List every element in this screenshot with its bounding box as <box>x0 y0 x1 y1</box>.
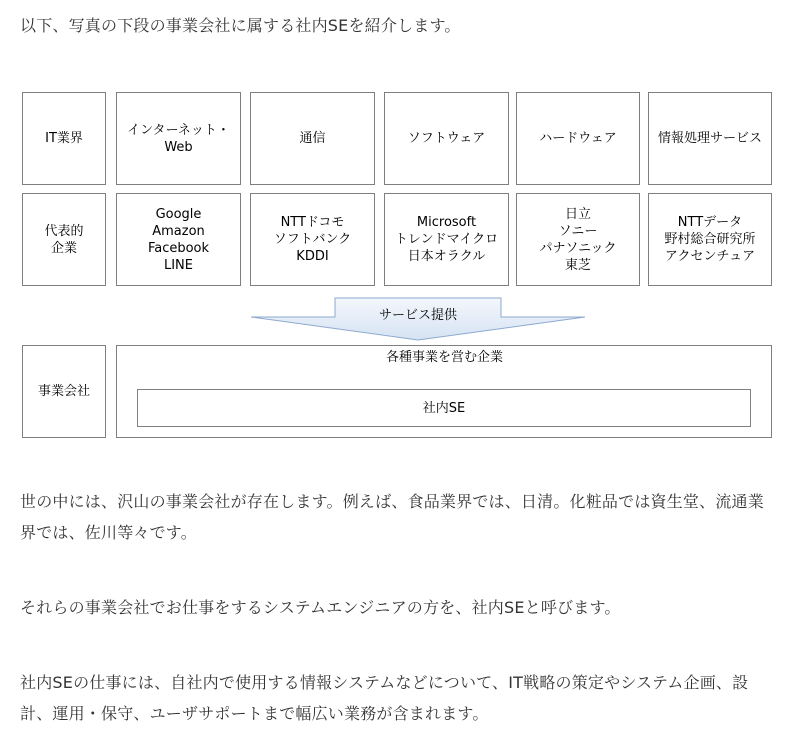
header-cell-telecom: 通信 <box>250 92 375 185</box>
company-cell-software: Microsoft トレンドマイクロ 日本オラクル <box>384 193 509 286</box>
company-cell-hardware: 日立 ソニー パナソニック 東芝 <box>516 193 640 286</box>
company-cell-telecom: NTTドコモ ソフトバンク KDDI <box>250 193 375 286</box>
header-cell-it-industry: IT業界 <box>22 92 106 185</box>
company-cell-it-services: NTTデータ 野村総合研究所 アクセンチュア <box>648 193 772 286</box>
business-company-label: 事業会社 <box>22 345 106 438</box>
company-row-label: 代表的 企業 <box>22 193 106 286</box>
company-cell-internet-web: Google Amazon Facebook LINE <box>116 193 241 286</box>
paragraph-in-house-se-work: 社内SEの仕事には、自社内で使用する情報システムなどについて、IT戦略の策定やシステム企画、設計、運用・保守、ユーザサポートまで幅広い業務が含まれます。 <box>20 673 749 723</box>
intro-paragraph: 以下、写真の下段の事業会社に属する社内SEを紹介します。 <box>20 16 461 35</box>
header-cell-software: ソフトウェア <box>384 92 509 185</box>
header-cell-it-services: 情報処理サービス <box>648 92 772 185</box>
business-company-title: 各種事業を営む企業 <box>385 350 503 365</box>
paragraph-in-house-se-definition: それらの事業会社でお仕事をするシステムエンジニアの方を、社内SEと呼びます。 <box>20 598 621 617</box>
header-cell-hardware: ハードウェア <box>516 92 640 185</box>
header-cell-internet-web: インターネット・Web <box>116 92 241 185</box>
paragraph-business-companies: 世の中には、沢山の事業会社が存在します。例えば、食品業界では、日清。化粧品では資生堂、流通業界では、佐川等々です。 <box>20 492 764 542</box>
arrow-label: サービス提供 <box>378 308 457 323</box>
in-house-se-box: 社内SE <box>137 389 751 427</box>
